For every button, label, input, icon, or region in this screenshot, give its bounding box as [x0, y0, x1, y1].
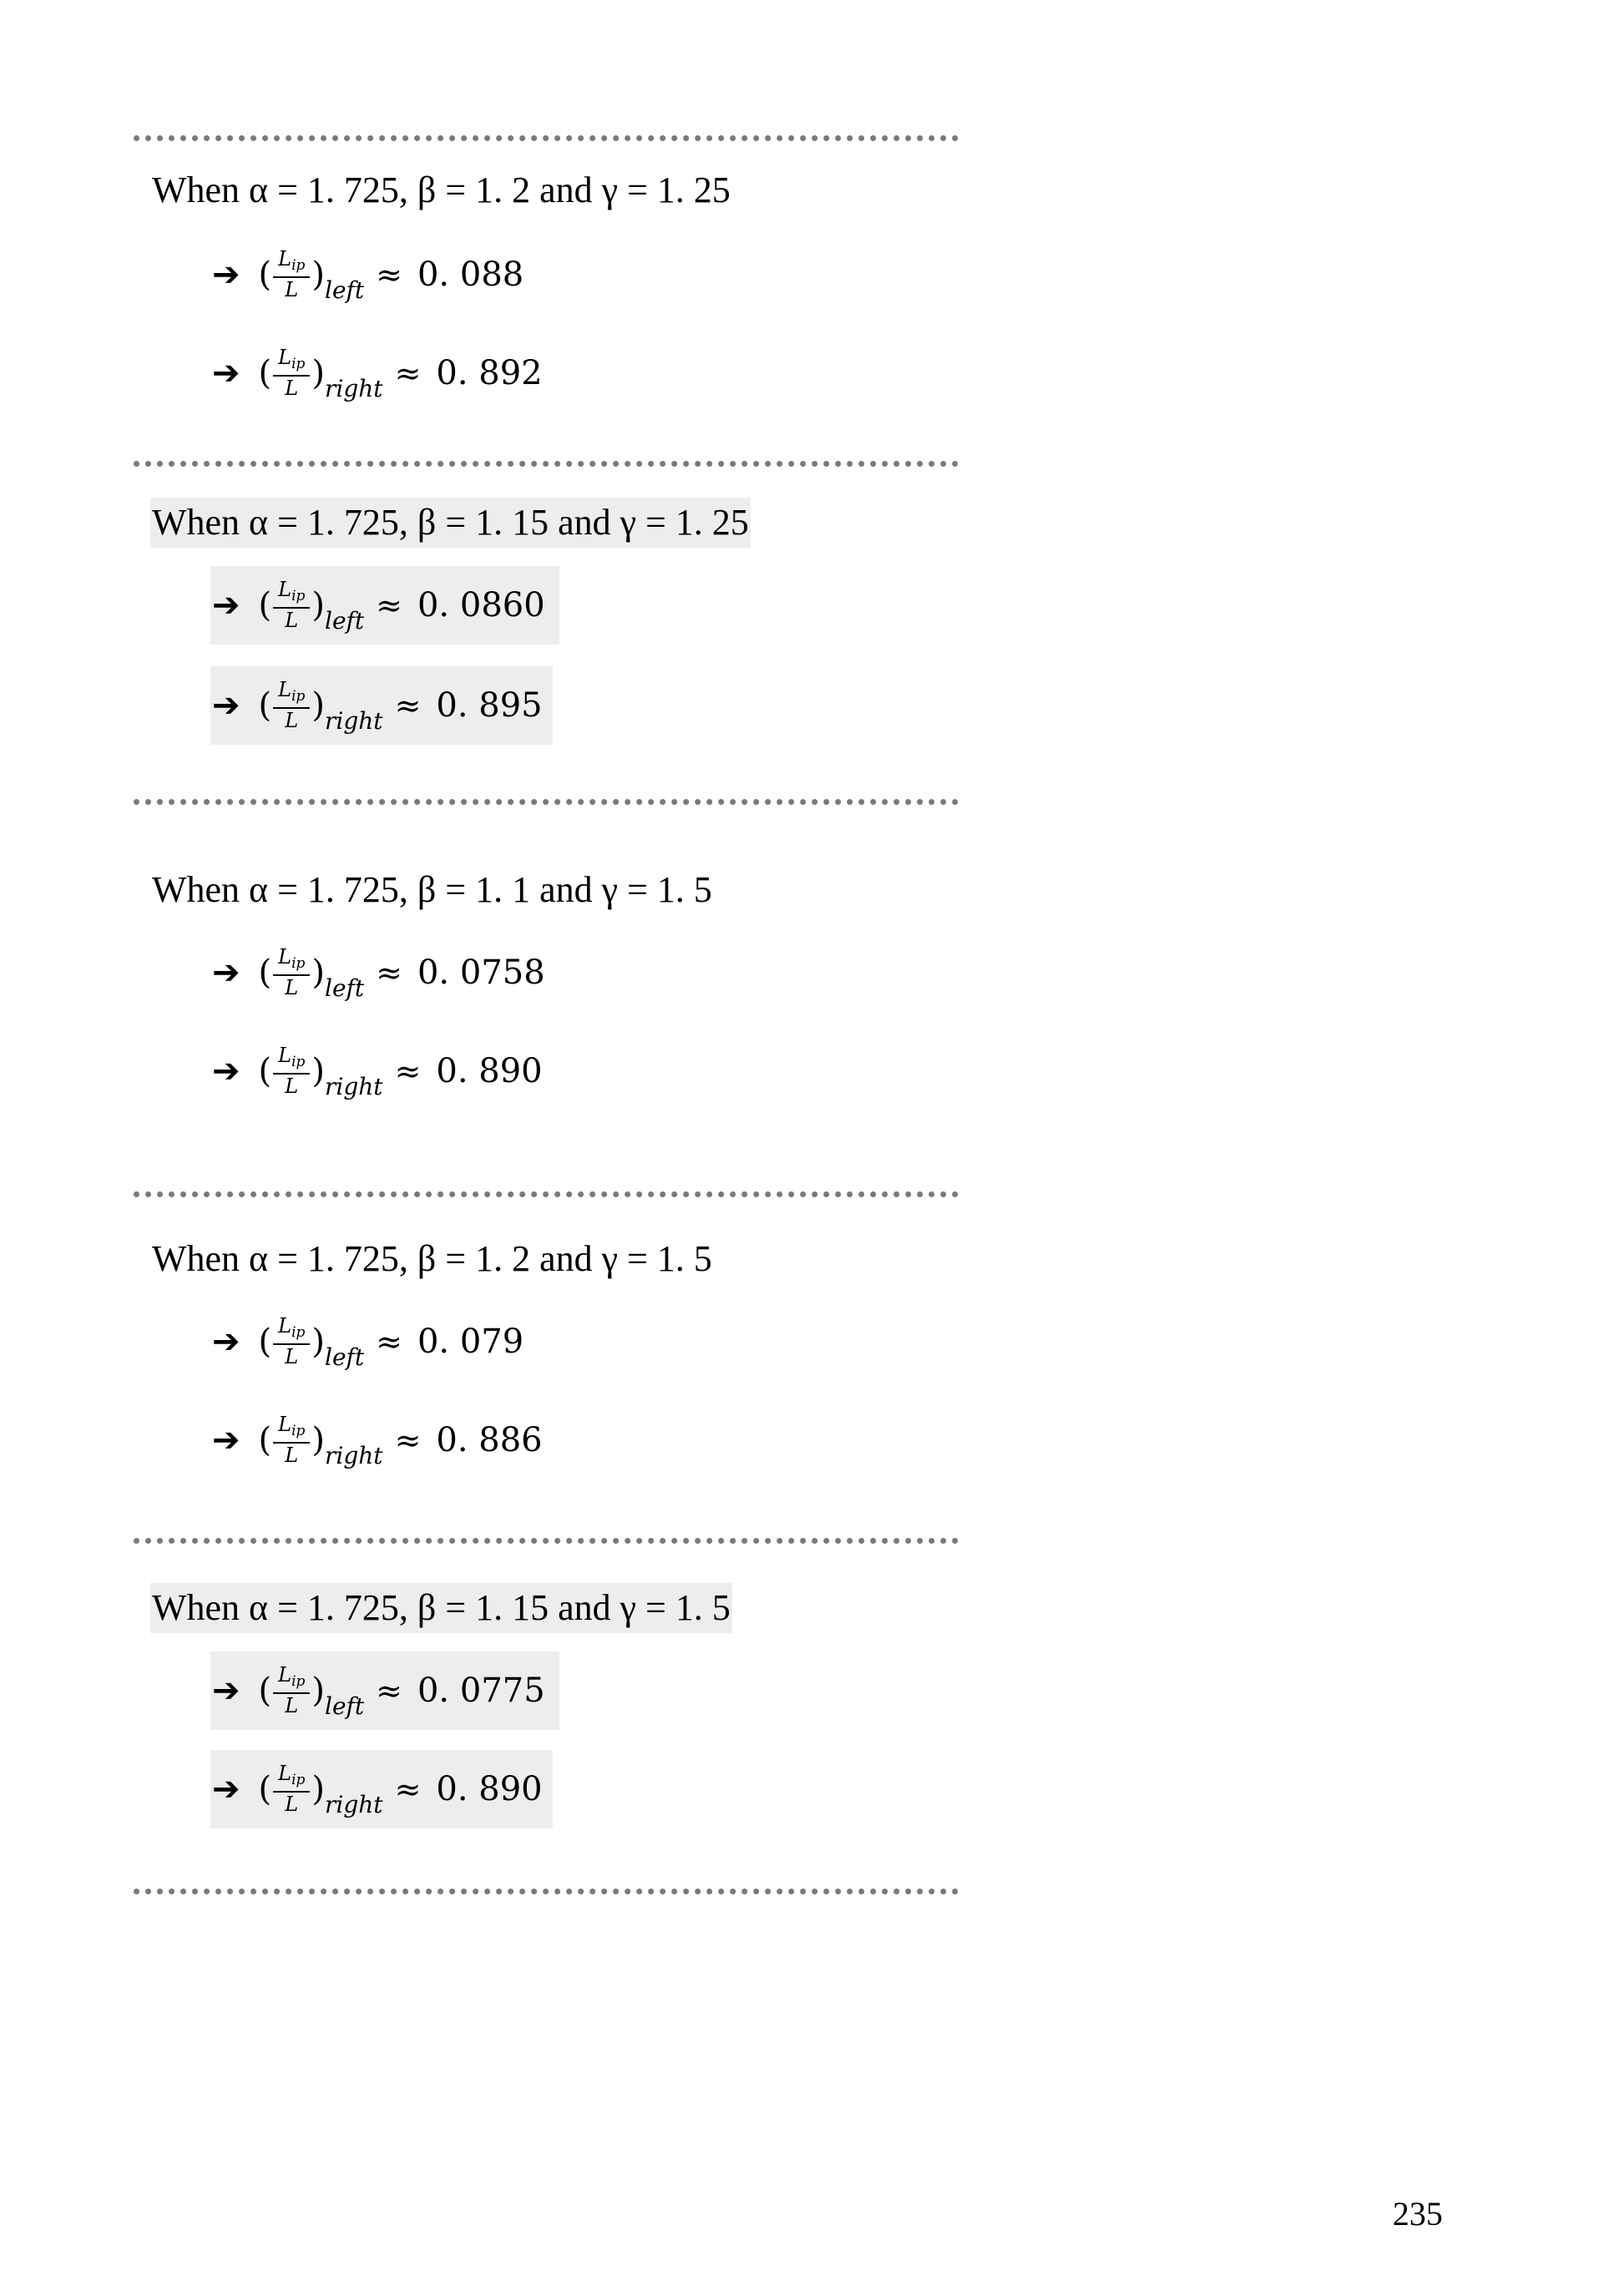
dotted-separator	[134, 799, 958, 805]
subscript-left: left	[325, 276, 365, 304]
close-paren: )	[311, 1052, 325, 1090]
arrow-icon: ➔	[212, 686, 240, 725]
result-left	[210, 1302, 559, 1381]
left-value: 0. 088	[417, 255, 524, 294]
subscript-left: left	[325, 1343, 365, 1371]
condition-line: When α = 1. 725, β = 1. 1 and γ = 1. 5	[152, 869, 712, 910]
result-left	[210, 566, 559, 645]
dotted-separator	[134, 1191, 958, 1197]
fraction	[273, 346, 310, 400]
subscript-left: left	[325, 1692, 365, 1720]
arrow-icon: ➔	[212, 354, 240, 392]
fraction	[273, 248, 310, 301]
fraction-numerator: $L_{ip}$	[278, 945, 306, 972]
fraction-numerator: $L_{ip}$	[278, 1044, 306, 1070]
fraction-denominator: L	[285, 1075, 299, 1098]
left-value: 0. 079	[417, 1322, 524, 1361]
subscript-right: right	[325, 706, 383, 735]
condition-line: When α = 1. 725, β = 1. 2 and γ = 1. 25	[152, 169, 731, 210]
open-paren: (	[258, 354, 272, 392]
close-paren: )	[311, 354, 325, 392]
subscript-right: right	[325, 1441, 383, 1469]
open-paren: (	[258, 586, 272, 625]
fraction	[273, 1315, 310, 1368]
close-paren: )	[311, 1322, 325, 1361]
dotted-separator	[134, 1538, 958, 1544]
fraction-numerator: $L_{ip}$	[278, 578, 306, 604]
right-value: 0. 895	[436, 686, 543, 725]
approx-sign: ≈	[376, 256, 402, 293]
right-value: 0. 886	[436, 1421, 543, 1459]
close-paren: )	[311, 1671, 325, 1710]
fraction-denominator: L	[285, 377, 299, 400]
fraction-denominator: L	[285, 278, 299, 301]
left-value: 0. 0775	[417, 1671, 545, 1710]
fraction	[273, 946, 310, 999]
fraction	[273, 579, 310, 632]
fraction-denominator: L	[285, 609, 299, 632]
arrow-icon: ➔	[212, 1671, 240, 1710]
fraction	[273, 679, 310, 732]
fraction	[273, 1664, 310, 1717]
close-paren: )	[311, 586, 325, 625]
fraction-numerator: $L_{ip}$	[278, 1762, 306, 1788]
fraction-denominator: L	[285, 1694, 299, 1717]
arrow-icon: ➔	[212, 1052, 240, 1090]
fraction-numerator: $L_{ip}$	[278, 1413, 306, 1439]
left-value: 0. 0860	[417, 586, 545, 625]
subscript-left: left	[325, 974, 365, 1002]
page-number: 235	[1393, 2195, 1443, 2233]
result-left	[210, 235, 559, 314]
approx-sign: ≈	[376, 954, 402, 991]
result-left	[210, 1651, 559, 1730]
approx-sign: ≈	[394, 1053, 422, 1090]
result-right	[210, 334, 559, 412]
result-left	[210, 933, 559, 1012]
open-paren: (	[258, 1052, 272, 1090]
condition-line: When α = 1. 725, β = 1. 15 and γ = 1. 25	[150, 498, 751, 548]
subscript-left: left	[325, 606, 365, 635]
open-paren: (	[258, 1770, 272, 1808]
fraction-numerator: $L_{ip}$	[278, 346, 306, 372]
fraction-denominator: L	[285, 1793, 299, 1816]
open-paren: (	[258, 686, 272, 725]
fraction	[273, 1044, 310, 1098]
close-paren: )	[311, 255, 325, 294]
subscript-right: right	[325, 1072, 383, 1100]
fraction-denominator: L	[285, 1444, 299, 1467]
dotted-separator	[134, 1889, 958, 1894]
close-paren: )	[311, 953, 325, 992]
open-paren: (	[258, 255, 272, 294]
subscript-right: right	[325, 1790, 383, 1818]
arrow-icon: ➔	[212, 1322, 240, 1361]
condition-line: When α = 1. 725, β = 1. 2 and γ = 1. 5	[152, 1238, 712, 1279]
close-paren: )	[311, 1421, 325, 1459]
dotted-separator	[134, 135, 958, 141]
arrow-icon: ➔	[212, 1770, 240, 1808]
right-value: 0. 890	[436, 1770, 543, 1808]
approx-sign: ≈	[376, 1323, 402, 1360]
approx-sign: ≈	[394, 687, 422, 724]
fraction-denominator: L	[285, 976, 299, 999]
fraction	[273, 1762, 310, 1816]
fraction-numerator: $L_{ip}$	[278, 678, 306, 705]
result-right	[210, 1401, 559, 1479]
arrow-icon: ➔	[212, 1421, 240, 1459]
approx-sign: ≈	[394, 355, 422, 392]
approx-sign: ≈	[394, 1422, 422, 1459]
result-right	[210, 1032, 559, 1110]
fraction-numerator: $L_{ip}$	[278, 1314, 306, 1341]
fraction-numerator: $L_{ip}$	[278, 247, 306, 274]
open-paren: (	[258, 953, 272, 992]
open-paren: (	[258, 1671, 272, 1710]
approx-sign: ≈	[376, 587, 402, 624]
arrow-icon: ➔	[212, 586, 240, 625]
result-right	[210, 666, 553, 745]
subscript-right: right	[325, 374, 383, 402]
approx-sign: ≈	[376, 1672, 402, 1709]
right-value: 0. 892	[436, 354, 543, 392]
fraction	[273, 1414, 310, 1467]
dotted-separator	[134, 461, 958, 467]
condition-line: When α = 1. 725, β = 1. 15 and γ = 1. 5	[150, 1583, 732, 1633]
close-paren: )	[311, 1770, 325, 1808]
open-paren: (	[258, 1421, 272, 1459]
close-paren: )	[311, 686, 325, 725]
open-paren: (	[258, 1322, 272, 1361]
fraction-denominator: L	[285, 1345, 299, 1368]
right-value: 0. 890	[436, 1052, 543, 1090]
fraction-denominator: L	[285, 709, 299, 732]
arrow-icon: ➔	[212, 953, 240, 992]
left-value: 0. 0758	[417, 953, 545, 992]
fraction-numerator: $L_{ip}$	[278, 1663, 306, 1690]
arrow-icon: ➔	[212, 255, 240, 294]
result-right	[210, 1750, 553, 1828]
approx-sign: ≈	[394, 1771, 422, 1808]
